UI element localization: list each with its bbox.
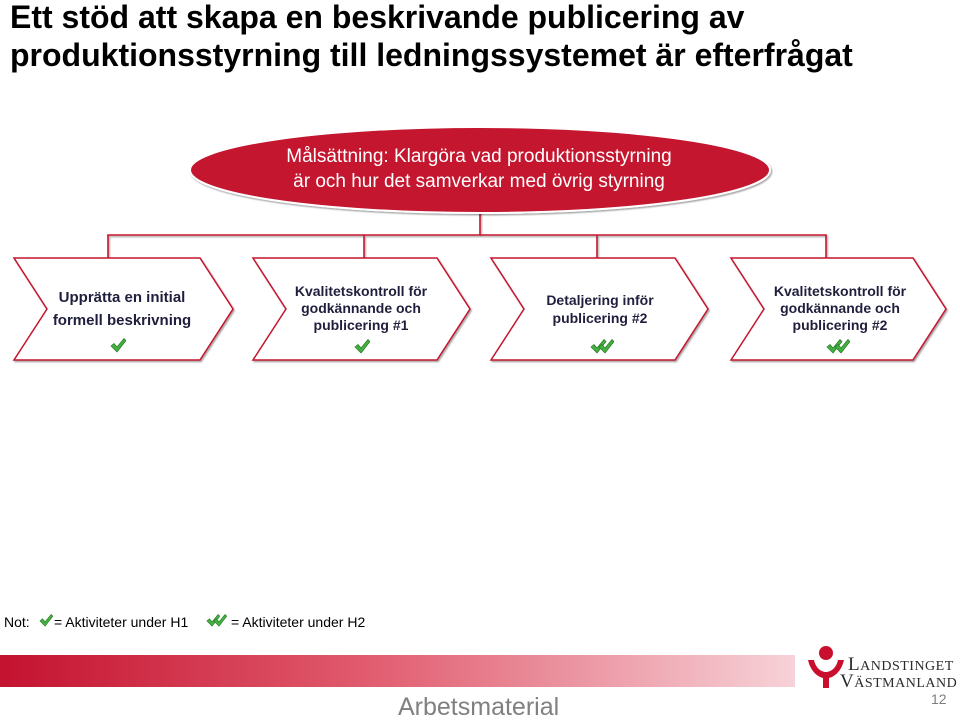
double-check-icon — [826, 339, 850, 354]
goal-text-line: är och hur det samverkar med övrig styrning — [293, 171, 665, 192]
check-icon — [39, 614, 53, 627]
legend-item-text: = Aktiviteter under H1 — [54, 614, 189, 630]
step-label-line: Upprätta en initial — [58, 289, 186, 306]
check-mark — [40, 614, 53, 626]
logo-body — [808, 660, 844, 688]
footer-band — [0, 655, 795, 687]
double-check-icon — [206, 614, 227, 627]
legend-item-text: = Aktiviteter under H2 — [231, 614, 366, 630]
step-label-line: godkännande och — [301, 300, 421, 316]
step-label-line: Kvalitetskontroll för — [773, 283, 907, 299]
logo-head — [819, 646, 833, 660]
draft-label: Arbetsmaterial — [398, 693, 560, 721]
step-label — [261, 283, 461, 334]
connector-lines — [107, 208, 827, 258]
check-marks — [590, 339, 614, 354]
step-label-line: publicering #1 — [313, 317, 409, 333]
step-label — [740, 283, 940, 334]
check-mark — [599, 340, 614, 354]
step-label-line: publicering #2 — [792, 317, 888, 333]
page-number: 12 — [931, 691, 947, 707]
check-marks — [39, 614, 53, 627]
check-mark — [214, 614, 227, 626]
check-mark — [355, 340, 370, 354]
landstinget-figure-logo — [808, 646, 844, 688]
slide-title-line: produktionsstyrning till ledningssystemet är efterfrågat — [10, 37, 853, 73]
check-marks — [826, 339, 850, 354]
step-label-line: formell beskrivning — [52, 312, 192, 329]
check-marks — [110, 338, 126, 353]
step-label-line: publicering #2 — [552, 310, 648, 326]
step-label — [22, 286, 222, 332]
goal-text — [189, 144, 769, 194]
step-label — [500, 291, 700, 327]
check-marks — [354, 339, 370, 354]
slide-title-line: Ett stöd att skapa en beskrivande publicering av — [10, 0, 745, 35]
double-check-icon — [590, 339, 614, 354]
step-label-line: Detaljering inför — [546, 292, 654, 308]
check-mark — [835, 340, 850, 354]
goal-text-line: Målsättning: Klargöra vad produktionsstyrning — [286, 146, 672, 167]
legend-label: Not: — [4, 614, 30, 630]
check-marks — [206, 614, 227, 627]
step-label-line: Kvalitetskontroll för — [294, 283, 428, 299]
check-icon — [110, 338, 126, 353]
step-label-line: godkännande och — [780, 300, 900, 316]
check-mark — [111, 339, 126, 353]
logo-text-line: LANDSTINGET — [848, 654, 954, 675]
check-icon — [354, 339, 370, 354]
logo-text-line: VÄSTMANLAND — [840, 671, 958, 692]
